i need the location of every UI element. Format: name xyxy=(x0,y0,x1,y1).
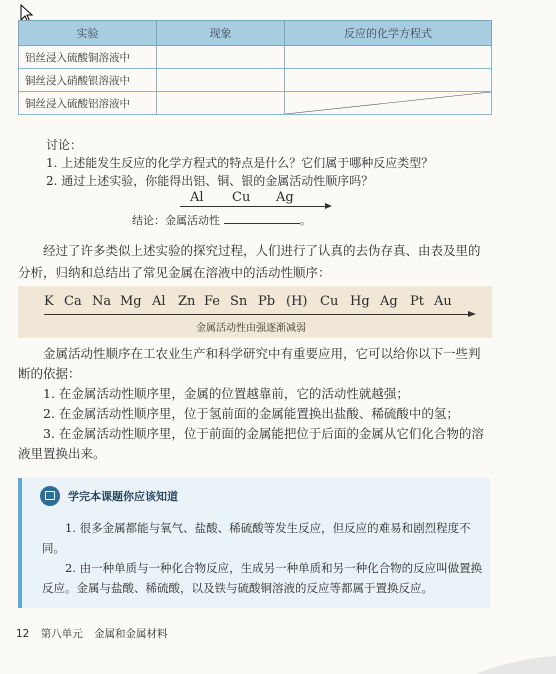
table-cell-experiment: 铜丝浸入硫酸铝溶液中 xyxy=(19,92,157,115)
summary-box xyxy=(18,478,490,608)
table-row xyxy=(19,69,492,92)
conclusion-end: 。 xyxy=(300,214,311,227)
element-symbol: Fe xyxy=(204,294,221,309)
applications-item: 2. 在金属活动性顺序里，位于氢前面的金属能置换出盐酸、稀硫酸中的氢； xyxy=(43,406,459,421)
arrow-right-icon xyxy=(180,206,330,207)
applications-intro: 金属活动性顺序在工农业生产和科学研究中有重要应用，它可以给你以下一些判断的依据： xyxy=(18,346,481,381)
table-cell-experiment: 铝丝浸入硫酸铜溶液中 xyxy=(19,46,157,69)
table-cell-empty xyxy=(285,46,492,69)
summary-box-accent xyxy=(18,478,22,608)
element-symbol: Al xyxy=(152,294,166,309)
element-symbol: (H) xyxy=(286,294,308,309)
summary-box-body xyxy=(42,518,488,598)
experiment-table xyxy=(18,20,492,115)
page-footer xyxy=(16,626,176,641)
conclusion-line xyxy=(132,212,311,228)
element-symbol: Au xyxy=(434,294,452,309)
element-symbol: Hg xyxy=(350,294,370,309)
element-symbol: K xyxy=(44,294,54,309)
applications-section xyxy=(18,344,492,464)
element-symbol: Na xyxy=(92,294,112,309)
answer-blank xyxy=(224,223,300,224)
metal-label: Ag xyxy=(276,190,294,205)
metal-label: Al xyxy=(190,190,204,205)
table-cell-empty xyxy=(157,69,285,92)
element-symbol: Mg xyxy=(120,294,142,309)
element-symbol: Ag xyxy=(380,294,398,309)
table-cell-empty xyxy=(285,69,492,92)
paragraph-activity-series-intro: 经过了许多类似上述实验的探究过程，人们进行了认真的去伪存真、由表及里的分析，归纳和总结出了常见金属在溶液中的活动性顺序： xyxy=(18,243,481,280)
element-symbol: Ca xyxy=(64,294,82,309)
discussion-question-2: 2. 通过上述实验，你能得出铝、铜、银的金属活动性顺序吗？ xyxy=(46,174,374,188)
applications-item: 1. 在金属活动性顺序里，金属的位置越靠前，它的活动性就越强； xyxy=(43,386,409,401)
table-cell-empty xyxy=(157,46,285,69)
page-number: 12 xyxy=(16,628,30,640)
element-symbol: Pb xyxy=(258,294,276,309)
discussion-question-1: 1. 上述能发生反应的化学方程式的特点是什么？它们属于哪种反应类型？ xyxy=(46,156,434,170)
table-cell-slash xyxy=(285,92,492,115)
activity-series-band xyxy=(18,286,492,338)
summary-box-title: 学完本课题你应该知道 xyxy=(68,490,178,503)
table-cell-empty xyxy=(157,92,285,115)
summary-point: 1. 很多金属都能与氧气、盐酸、稀硫酸等发生反应，但反应的难易和剧烈程度不同。 xyxy=(42,521,471,555)
activity-series-caption: 金属活动性由强逐渐减弱 xyxy=(196,323,306,334)
applications-item: 3. 在金属活动性顺序里，位于前面的金属能把位于后面的金属从它们化合物的溶液里置换出来。 xyxy=(18,426,484,461)
monitor-icon xyxy=(40,486,60,506)
summary-point: 2. 由一种单质与一种化合物反应，生成另一种单质和另一种化合物的反应叫做置换反应。金属与盐酸、稀硫酸，以及铁与硫酸铜溶液的反应等都属于置换反应。 xyxy=(42,561,483,595)
element-symbol: Zn xyxy=(178,294,196,309)
discussion-section xyxy=(46,136,433,190)
discussion-title: 讨论： xyxy=(46,138,83,152)
element-symbol: Sn xyxy=(230,294,248,309)
element-symbol: Cu xyxy=(320,294,339,309)
unit-label: 第八单元 xyxy=(40,628,83,640)
unit-title: 金属和金属材料 xyxy=(94,628,168,640)
arrow-right-icon xyxy=(44,314,474,315)
table-row xyxy=(19,46,492,69)
table-header-phenomenon: 现象 xyxy=(157,21,285,46)
conclusion-label: 结论：金属活动性 xyxy=(132,214,220,227)
page-curl-shadow xyxy=(476,656,556,674)
table-header-equation: 反应的化学方程式 xyxy=(285,21,492,46)
table-cell-experiment: 铜丝浸入硝酸银溶液中 xyxy=(19,69,157,92)
metal-label: Cu xyxy=(232,190,251,205)
table-row xyxy=(19,92,492,115)
table-header-experiment: 实验 xyxy=(19,21,157,46)
element-symbol: Pt xyxy=(410,294,424,309)
